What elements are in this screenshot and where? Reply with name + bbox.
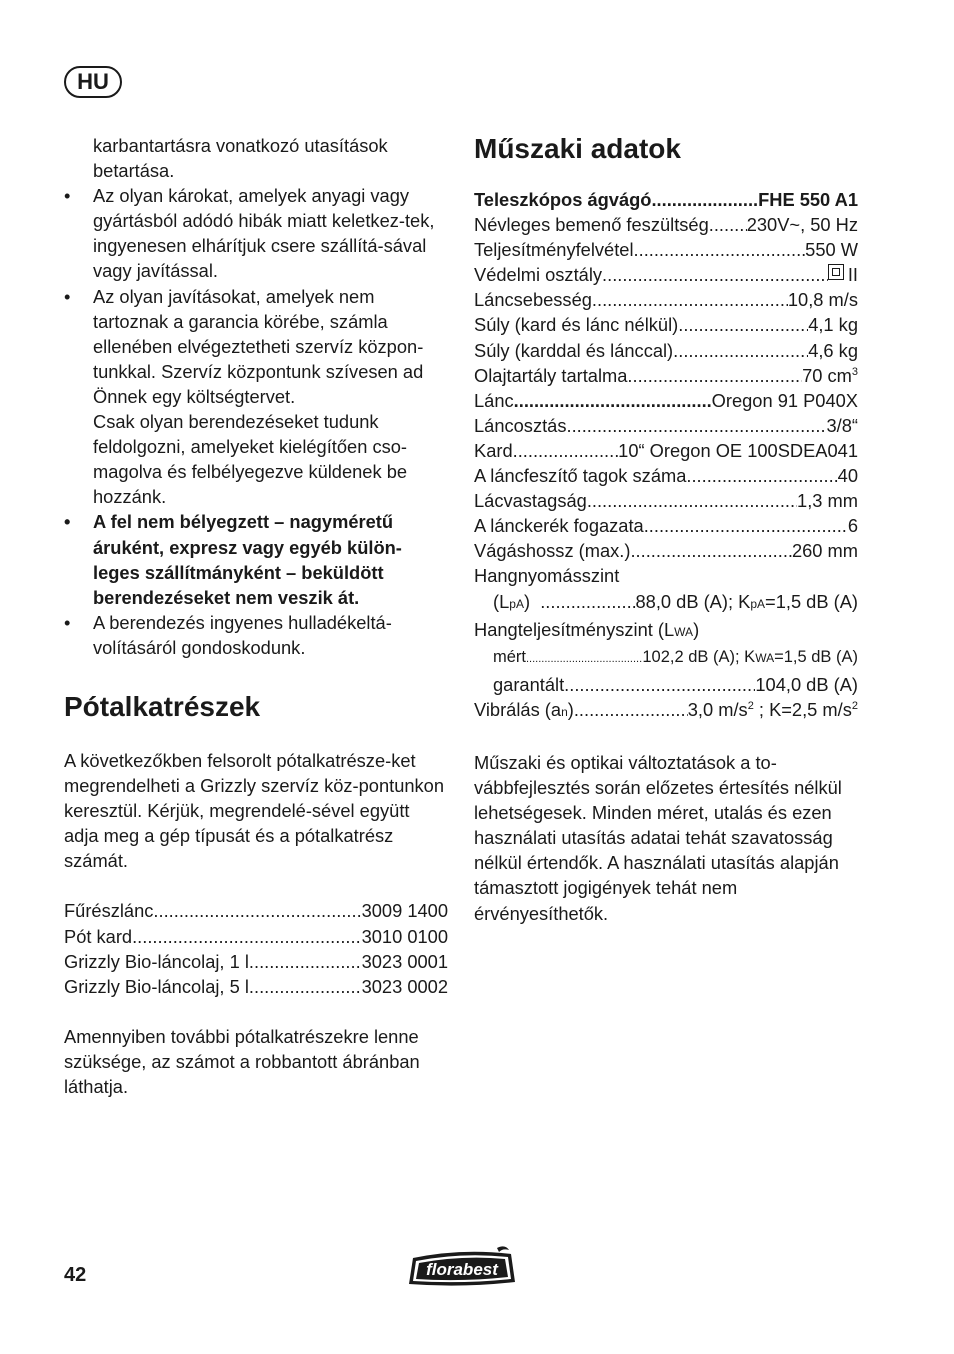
bullet-icon: • [64, 511, 71, 533]
list-item-text: Az olyan károkat, amelyek anyagi vagy gyártásból adódó hibák miatt keletkez-tek, ingyenesen elhárítjuk csere szállítá-sával vagy javítással. [93, 185, 435, 282]
list-item-text: A fel nem bélyegzett – nagyméretű áruként, expresz vagy egyéb külön-leges szállítmányként – beküldött berendezéseket nem veszik át. [93, 511, 402, 608]
spec-row: Súly (karddal és lánccal) ..... 4,6 kg [474, 338, 858, 363]
spec-row: Láncosztás ..... 3/8“ [474, 413, 858, 438]
list-item [64, 610, 448, 660]
part-row: Fűrészlánc ..... 3009 1400 [64, 898, 448, 923]
list-item-text: karbantartásra vonatkozó utasítások betartása. [93, 135, 388, 182]
list-item-text: A berendezés ingyenes hulladékeltá-volításáról gondoskodunk. [93, 611, 392, 658]
list-item [64, 509, 448, 609]
spec-row: Teljesítményfelvétel ..... 550 W [474, 237, 858, 262]
spare-parts-heading: Pótalkatrészek [64, 690, 261, 722]
language-badge: HU [64, 66, 122, 98]
vibration-row: Vibrálás (an) ..... 3,0 $m/s^2$ ; K=2,5 $m/s^2$ [474, 697, 858, 725]
model-row: Teleszkópos ágvágó ..... FHE 550 A1 [474, 187, 858, 212]
spec-row: Névleges bemenő feszültség ..... 230V~, 50 Hz [474, 212, 858, 237]
bullet-icon: • [64, 185, 71, 207]
list-item [64, 284, 448, 409]
svg-text:florabest: florabest [426, 1260, 498, 1279]
spec-row: Vágáshossz (max.) ..... 260 mm [474, 538, 858, 563]
spare-parts-intro: A következőkben felsorolt pótalkatrésze-ket megrendelheti a Grizzly szervíz köz-pontunkon keresztül. Kérjük, megrendelé-sével együtt adja meg a gép típusát és a pótalkatrész számát. [64, 749, 445, 872]
spec-row: Olajtartály tartalma ..... 70 $cm^3$ [474, 363, 858, 388]
list-item-note [64, 409, 448, 509]
parts-list [64, 898, 448, 998]
disclaimer-text: Műszaki és optikai változtatások a to-vábbfejlesztés során előzetes értesítés nélkül lehetségesek. Minden méret, utalás és ezen használati utasítás adatai tehát szavatosság nélkül értendők. A használati utasítás alapján támasztott jogigények tehát nem érvényesíthetők. [474, 751, 842, 924]
noise-pressure-label: Hangnyomásszint [474, 565, 620, 587]
sound-power-label: Hangteljesítményszint (LWA) [474, 618, 700, 640]
left-column [64, 133, 448, 1099]
measured-row: mért ..... 102,2 dB (A); KWA=1,5 dB (A) [474, 645, 858, 672]
note-text: Csak olyan berendezéseket tudunk feldolgozni, amelyeket kielégítően cso-magolva és felbélyegezve küldenek be hozzánk. [93, 411, 408, 508]
spec-row: A lánckerék fogazata ..... 6 [474, 513, 858, 538]
spec-row: A láncfeszítő tagok száma ..... 40 [474, 463, 858, 488]
spec-row: Lácvastagság ..... 1,3 mm [474, 488, 858, 513]
brand-logo-icon [405, 1244, 519, 1290]
spec-row: Súly (kard és lánc nélkül) ..... 4,1 kg [474, 312, 858, 337]
part-row: Pót kard ..... 3010 0100 [64, 924, 448, 949]
spare-parts-outro: Amennyiben további pótalkatrészekre lenne szüksége, az számot a robbantott ábránban láthatja. [64, 1025, 420, 1097]
right-column [474, 133, 858, 926]
part-row: Grizzly Bio-láncolaj, 5 l ..... 3023 0002 [64, 974, 448, 999]
spec-row: Láncsebesség ..... 10,8 m/s [474, 287, 858, 312]
part-row: Grizzly Bio-láncolaj, 1 l ..... 3023 0001 [64, 949, 448, 974]
technical-data-heading: Műszaki adatok [474, 133, 681, 164]
protection-class-icon [828, 264, 844, 280]
list-item [64, 183, 448, 283]
list-item-text: Az olyan javításokat, amelyek nem tartoznak a garancia körébe, számla ellenében elvégeztetheti szervíz közpon-tunkkal. Szervíz központunk szívesen ad Önnek egy költségtervet. [93, 285, 424, 407]
bullet-icon: • [64, 285, 71, 307]
page-number: 42 [64, 1264, 87, 1286]
bullet-icon: • [64, 611, 71, 633]
spec-row: Lánc ..... Oregon 91 P040X [474, 388, 858, 413]
florabest-logo [405, 1244, 519, 1295]
spec-row: Védelmi osztály ..... II [474, 262, 858, 287]
guaranteed-row: garantált ..... 104,0 dB (A) [474, 672, 858, 697]
noise-pressure-row: (LpA) ..... 88,0 dB (A); KpA=1,5 dB (A) [474, 589, 858, 617]
spec-row: Kard ..... 10“ Oregon OE 100SDEA041 [474, 438, 858, 463]
list-item-continued [64, 133, 448, 183]
